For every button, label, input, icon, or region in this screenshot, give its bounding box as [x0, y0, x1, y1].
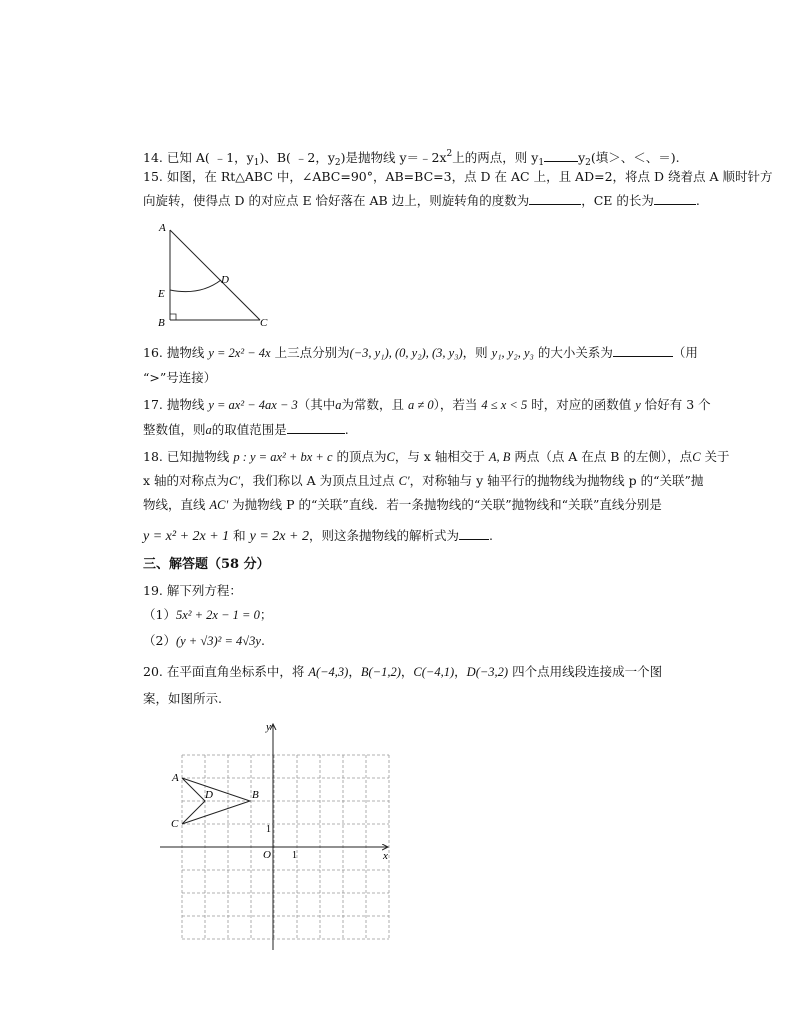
q17-var: y [635, 398, 641, 412]
q18-var: C′ [398, 474, 410, 488]
q17-var: a [205, 423, 212, 437]
question-19-title: 19. 解下列方程： [143, 583, 242, 598]
q16-text: （用 [672, 345, 698, 360]
q20-point: A(−4,3) [308, 665, 349, 679]
x-axis-label: x [383, 850, 388, 862]
point-d-label: D [205, 789, 213, 801]
q17-range: 4 ≤ x < 5 [481, 398, 528, 412]
q20-text: ， [348, 664, 361, 679]
q18-text: 物线，直线 [143, 497, 210, 512]
question-20-line2: 案，如图所示. [143, 691, 222, 706]
q17-text: 的取值范围是 [211, 422, 287, 437]
q16-formula: y = 2x² − 4x [208, 346, 271, 360]
q17-text: . [344, 422, 349, 437]
label-a: A [159, 222, 166, 234]
label-b: B [158, 317, 165, 329]
label-c: C [260, 317, 268, 329]
q20-text: ， [400, 664, 414, 679]
question-20-line1 [143, 663, 662, 681]
q20-point: D(−3,2) [466, 665, 509, 679]
q18-text: 关于 [700, 449, 730, 464]
q16-text: “>”号连接） [143, 370, 217, 385]
x-unit-label: 1 [292, 850, 297, 861]
question-19-part2 [143, 632, 265, 650]
q14-sup: 2 [446, 149, 453, 159]
rotation-arc [170, 280, 221, 292]
q18-var: C′ [229, 474, 241, 488]
q14-text: (填＞、＜、＝). [590, 150, 680, 165]
q20-point: B(−1,2) [360, 665, 401, 679]
answer-blank[interactable] [654, 191, 696, 205]
q18-var: A, B [488, 450, 511, 464]
q18-text: 的顶点为 [332, 449, 387, 464]
q16-vars: y₁, y₂, y₃ [491, 346, 534, 360]
q20-text: 20. 在平面直角坐标系中，将 [143, 664, 309, 679]
q20-point: C(−4,1) [413, 665, 455, 679]
point-a-label: A [172, 772, 179, 784]
point-c-label: C [171, 818, 179, 830]
answer-blank[interactable] [544, 148, 578, 162]
q19-equation: 5x² + 2x − 1 = 0 [175, 608, 260, 622]
q17-condition: a ≠ 0 [408, 398, 434, 412]
triangle-figure [150, 218, 280, 333]
q18-text: . [488, 528, 493, 543]
right-angle-mark [170, 314, 176, 320]
q14-text: 上的两点，则 y [452, 150, 539, 165]
q18-text: ，对称轴与 y 轴平行的抛物线为抛物线 p 的“关联”抛 [409, 473, 704, 488]
q20-text: ， [454, 664, 467, 679]
q18-text: ，与 x 轴相交于 [394, 449, 489, 464]
q17-text: 17. 抛物线 [143, 397, 209, 412]
answer-blank[interactable] [459, 526, 489, 540]
q15-text: 15. 如图，在 Rt△ABC 中，∠ABC=90°，AB=BC=3，点 D 在 AC 上，且 AD=2，将点 D 绕着点 A 顺时针方 [143, 169, 773, 184]
question-18-line1 [143, 448, 730, 466]
question-19-part1 [143, 606, 272, 624]
q16-points: (−3, y₁), (0, y₂), (3, y₃) [349, 346, 463, 360]
answer-blank[interactable] [287, 420, 345, 434]
q17-text: 为常数，且 [341, 397, 409, 412]
q19-text: ； [259, 607, 273, 622]
question-15-line2 [143, 191, 700, 210]
question-18-line4 [143, 526, 493, 546]
q17-text: 整数值，则 [143, 422, 206, 437]
label-d: D [221, 274, 229, 286]
q18-equation: y = x² + 2x + 1 [143, 529, 230, 544]
q15-text: ，CE 的长为 [581, 193, 654, 208]
q17-text: 时，对应的函数值 [527, 397, 636, 412]
q14-sub: 2 [334, 158, 341, 168]
section-heading: 三、解答题（58 分） [143, 557, 270, 572]
q17-var: a [335, 398, 342, 412]
q15-text: 向旋转，使得点 D 的对应点 E 恰好落在 AB 边上，则旋转角的度数为 [143, 193, 530, 208]
q18-text: ，我们称以 A 为顶点且过点 [240, 473, 399, 488]
question-17-line2 [143, 420, 349, 439]
coordinate-grid-figure [150, 718, 400, 958]
question-15-line1 [143, 168, 772, 186]
y-axis-label: y [266, 721, 271, 733]
q16-text: ，则 [462, 345, 492, 360]
q16-text: 16. 抛物线 [143, 345, 209, 360]
q18-text: 为抛物线 P 的“关联”直线．若一条抛物线的“关联”抛物线和“关联”直线分别是 [228, 497, 662, 512]
q17-text: （其中 [297, 397, 336, 412]
question-16-line1 [143, 343, 698, 362]
q18-var: AC′ [209, 498, 229, 512]
q14-sub: 1 [538, 158, 545, 168]
q19-equation: (y + √3)² = 4√3y [175, 634, 261, 648]
q18-text: 和 [229, 528, 250, 543]
q14-text: )、B( ﹣2，y [259, 150, 335, 165]
question-17-line1 [143, 396, 711, 414]
q19-label: （1） [143, 607, 176, 622]
origin-label: O [263, 849, 271, 861]
q18-text: 18. 已知抛物线 [143, 449, 234, 464]
segment-ac [170, 230, 260, 320]
q14-text: )是抛物线 y＝﹣2x [340, 150, 447, 165]
q19-label: （2） [143, 633, 176, 648]
q15-text: . [695, 193, 700, 208]
q14-sub: 2 [585, 158, 591, 168]
q18-text: ，则这条抛物线的解析式为 [308, 528, 459, 543]
q18-text: 两点（点 A 在点 B 的左侧），点 [510, 449, 693, 464]
question-16-line2 [143, 369, 216, 387]
q17-text: 恰好有 3 个 [640, 397, 711, 412]
q18-var: C [692, 450, 701, 464]
q18-text: x 轴的对称点为 [143, 473, 230, 488]
answer-blank[interactable] [529, 191, 581, 205]
q16-text: 上三点分别为 [270, 345, 350, 360]
q17-text: ），若当 [433, 397, 482, 412]
point-b-label: B [252, 789, 259, 801]
q18-formula: p : y = ax² + bx + c [233, 450, 333, 464]
answer-blank[interactable] [613, 343, 673, 357]
q20-text: 四个点用线段连接成一个图 [508, 664, 663, 679]
y-unit-label: 1 [266, 824, 271, 835]
q18-equation: y = 2x + 2 [249, 529, 309, 544]
label-e: E [158, 288, 165, 300]
q16-text: 的大小关系为 [533, 345, 613, 360]
q14-sub: 1 [253, 158, 260, 168]
q17-formula: y = ax² − 4ax − 3 [208, 398, 298, 412]
question-18-line2 [143, 472, 703, 490]
q19-text: . [260, 633, 265, 648]
q14-text: y [578, 150, 586, 165]
q14-text: 14. 已知 A( ﹣1，y [143, 150, 254, 165]
question-18-line3 [143, 496, 662, 514]
q18-var: C [386, 450, 395, 464]
